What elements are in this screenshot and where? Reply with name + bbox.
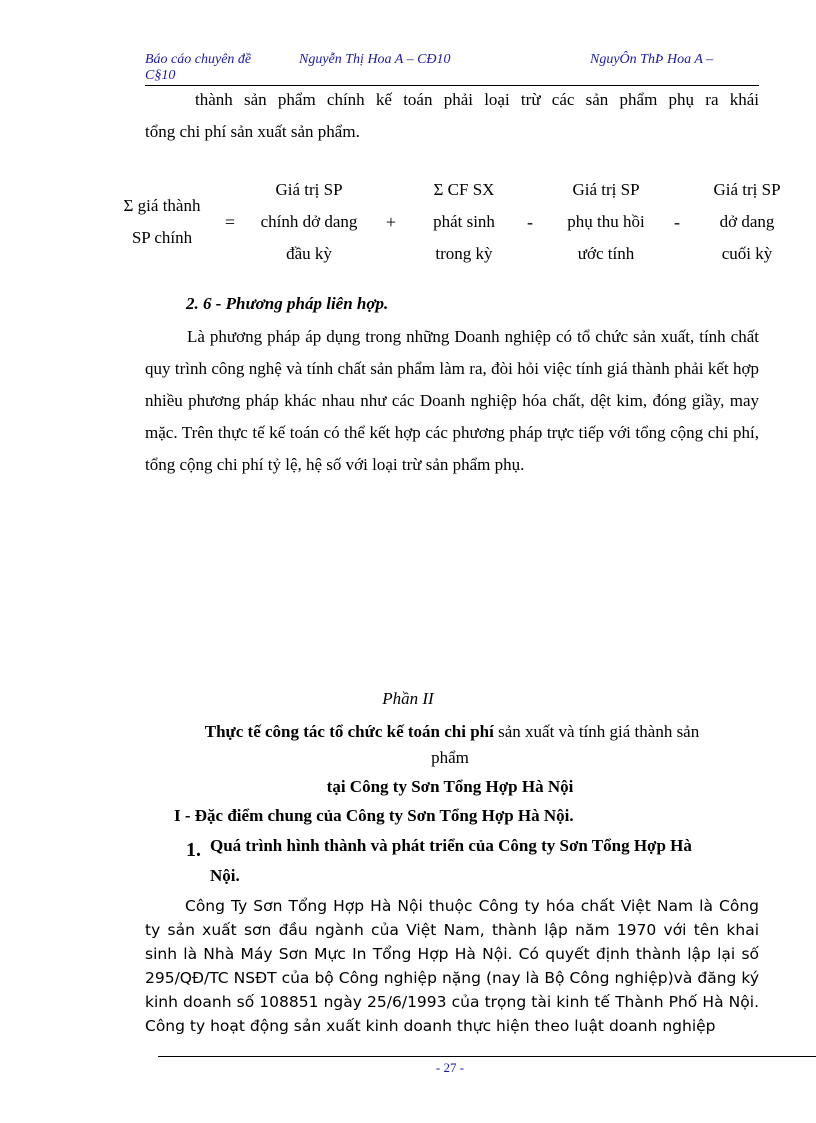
formula-term-1 (246, 174, 372, 270)
header-right: NguyÔn ThÞ Hoa A – (590, 52, 714, 67)
part-label: Phần II (382, 689, 434, 708)
formula-minus-2: - (674, 212, 680, 232)
formula-term-2-line-2: phát sinh (433, 212, 495, 231)
section-2-6-body (145, 321, 759, 481)
intro-line-1: thành sản phẩm chính kế toán phải loại trừ các sản phẩm phụ ra khái (195, 90, 759, 109)
company-body-text: Công Ty Sơn Tổng Hợp Hà Nội thuộc Công ty hóa chất Việt Nam là Công ty sản xuất sơn đầu ngành của Việt Nam, thành lập năm 1970 với tên khai sinh là Nhà Máy Sơn Mực In Tổng Hợp Hà Nội. Có quyết định thành lập lại số 295/QĐ/TC NSĐT của bộ Công nghiệp nặng (nay là Bộ Công nghiệp)và đăng ký kinh doanh số 108851 ngày 25/6/1993 của trọng tài kinh tế Thành Phố Hà Nội. Công ty hoạt động sản xuất kinh doanh thực hiện theo luật doanh nghiệp (145, 897, 759, 1035)
formula-term-1-line-1: Giá trị SP (275, 180, 343, 199)
formula-term-2 (410, 174, 518, 270)
formula-term-2-line-3: trong kỳ (435, 244, 493, 263)
part-title-line-2: phẩm (431, 748, 469, 767)
section-2-6-heading: 2. 6 - Phương pháp liên hợp. (186, 294, 389, 313)
company-body (145, 894, 759, 1038)
formula-minus-1: - (527, 212, 533, 232)
item-line-2: Nội. (210, 866, 240, 885)
header-middle: Nguyễn Thị Hoa A – CĐ10 (299, 52, 451, 67)
formula-term-1-line-2: chính dở dang (260, 212, 358, 231)
formula-plus: + (385, 212, 397, 232)
formula-term-4-line-3: cuối kỳ (721, 244, 773, 263)
formula-lhs-line-1: Σ giá thành (123, 196, 201, 215)
header-second-line: C§10 (145, 68, 176, 83)
formula-term-3-line-3: ước tính (577, 244, 635, 263)
section-2-6-body-text: Là phương pháp áp dụng trong những Doanh nghiệp có tổ chức sản xuất, tính chất quy trình công nghệ và tính chất sản phẩm làm ra, đòi hỏi việc tính giá thành phải kết hợp nhiều phương pháp khác nhau như các Doanh nghiệp hóa chất, dệt kim, đóng giầy, may mặc. Trên thực tế kế toán có thể kết hợp các phương pháp trực tiếp với tổng cộng chi phí, tổng cộng chi phí tỷ lệ, hệ số với loại trừ sản phẩm phụ. (145, 327, 759, 474)
header-left: Báo cáo chuyên đề (145, 52, 252, 67)
formula-term-1-line-3: đầu kỳ (286, 244, 332, 263)
formula-term-4-line-1: Giá trị SP (713, 180, 781, 199)
footer-rule (158, 1056, 816, 1057)
formula-lhs-line-2: SP chính (131, 228, 193, 247)
item-line-1: Quá trình hình thành và phát triển của Công ty Sơn Tổng Hợp Hà (210, 836, 692, 855)
part-subtitle: tại Công ty Sơn Tổng Hợp Hà Nội (326, 777, 574, 796)
part-title (145, 720, 759, 744)
formula-term-3-line-2: phụ thu hồi (567, 212, 645, 231)
intro-line-2: tổng chi phí sản xuất sản phẩm. (145, 122, 360, 141)
formula-term-4 (694, 174, 800, 270)
part-title-rest: sản xuất và tính giá thành sản (493, 722, 700, 741)
item-number: 1. (186, 839, 201, 861)
formula-term-3 (548, 174, 664, 270)
formula-lhs (110, 190, 214, 254)
formula-term-3-line-1: Giá trị SP (572, 180, 640, 199)
page-number: - 27 - (435, 1060, 465, 1075)
part-title-bold: Thực tế công tác tổ chức kế toán chi phí (204, 722, 494, 741)
section-1-heading: I - Đặc điểm chung của Công ty Sơn Tổng Hợp Hà Nội. (174, 806, 574, 825)
formula-equals: = (224, 212, 236, 232)
formula-term-4-line-2: dở dang (719, 212, 775, 231)
formula-term-2-line-1: Σ CF SX (433, 180, 495, 199)
